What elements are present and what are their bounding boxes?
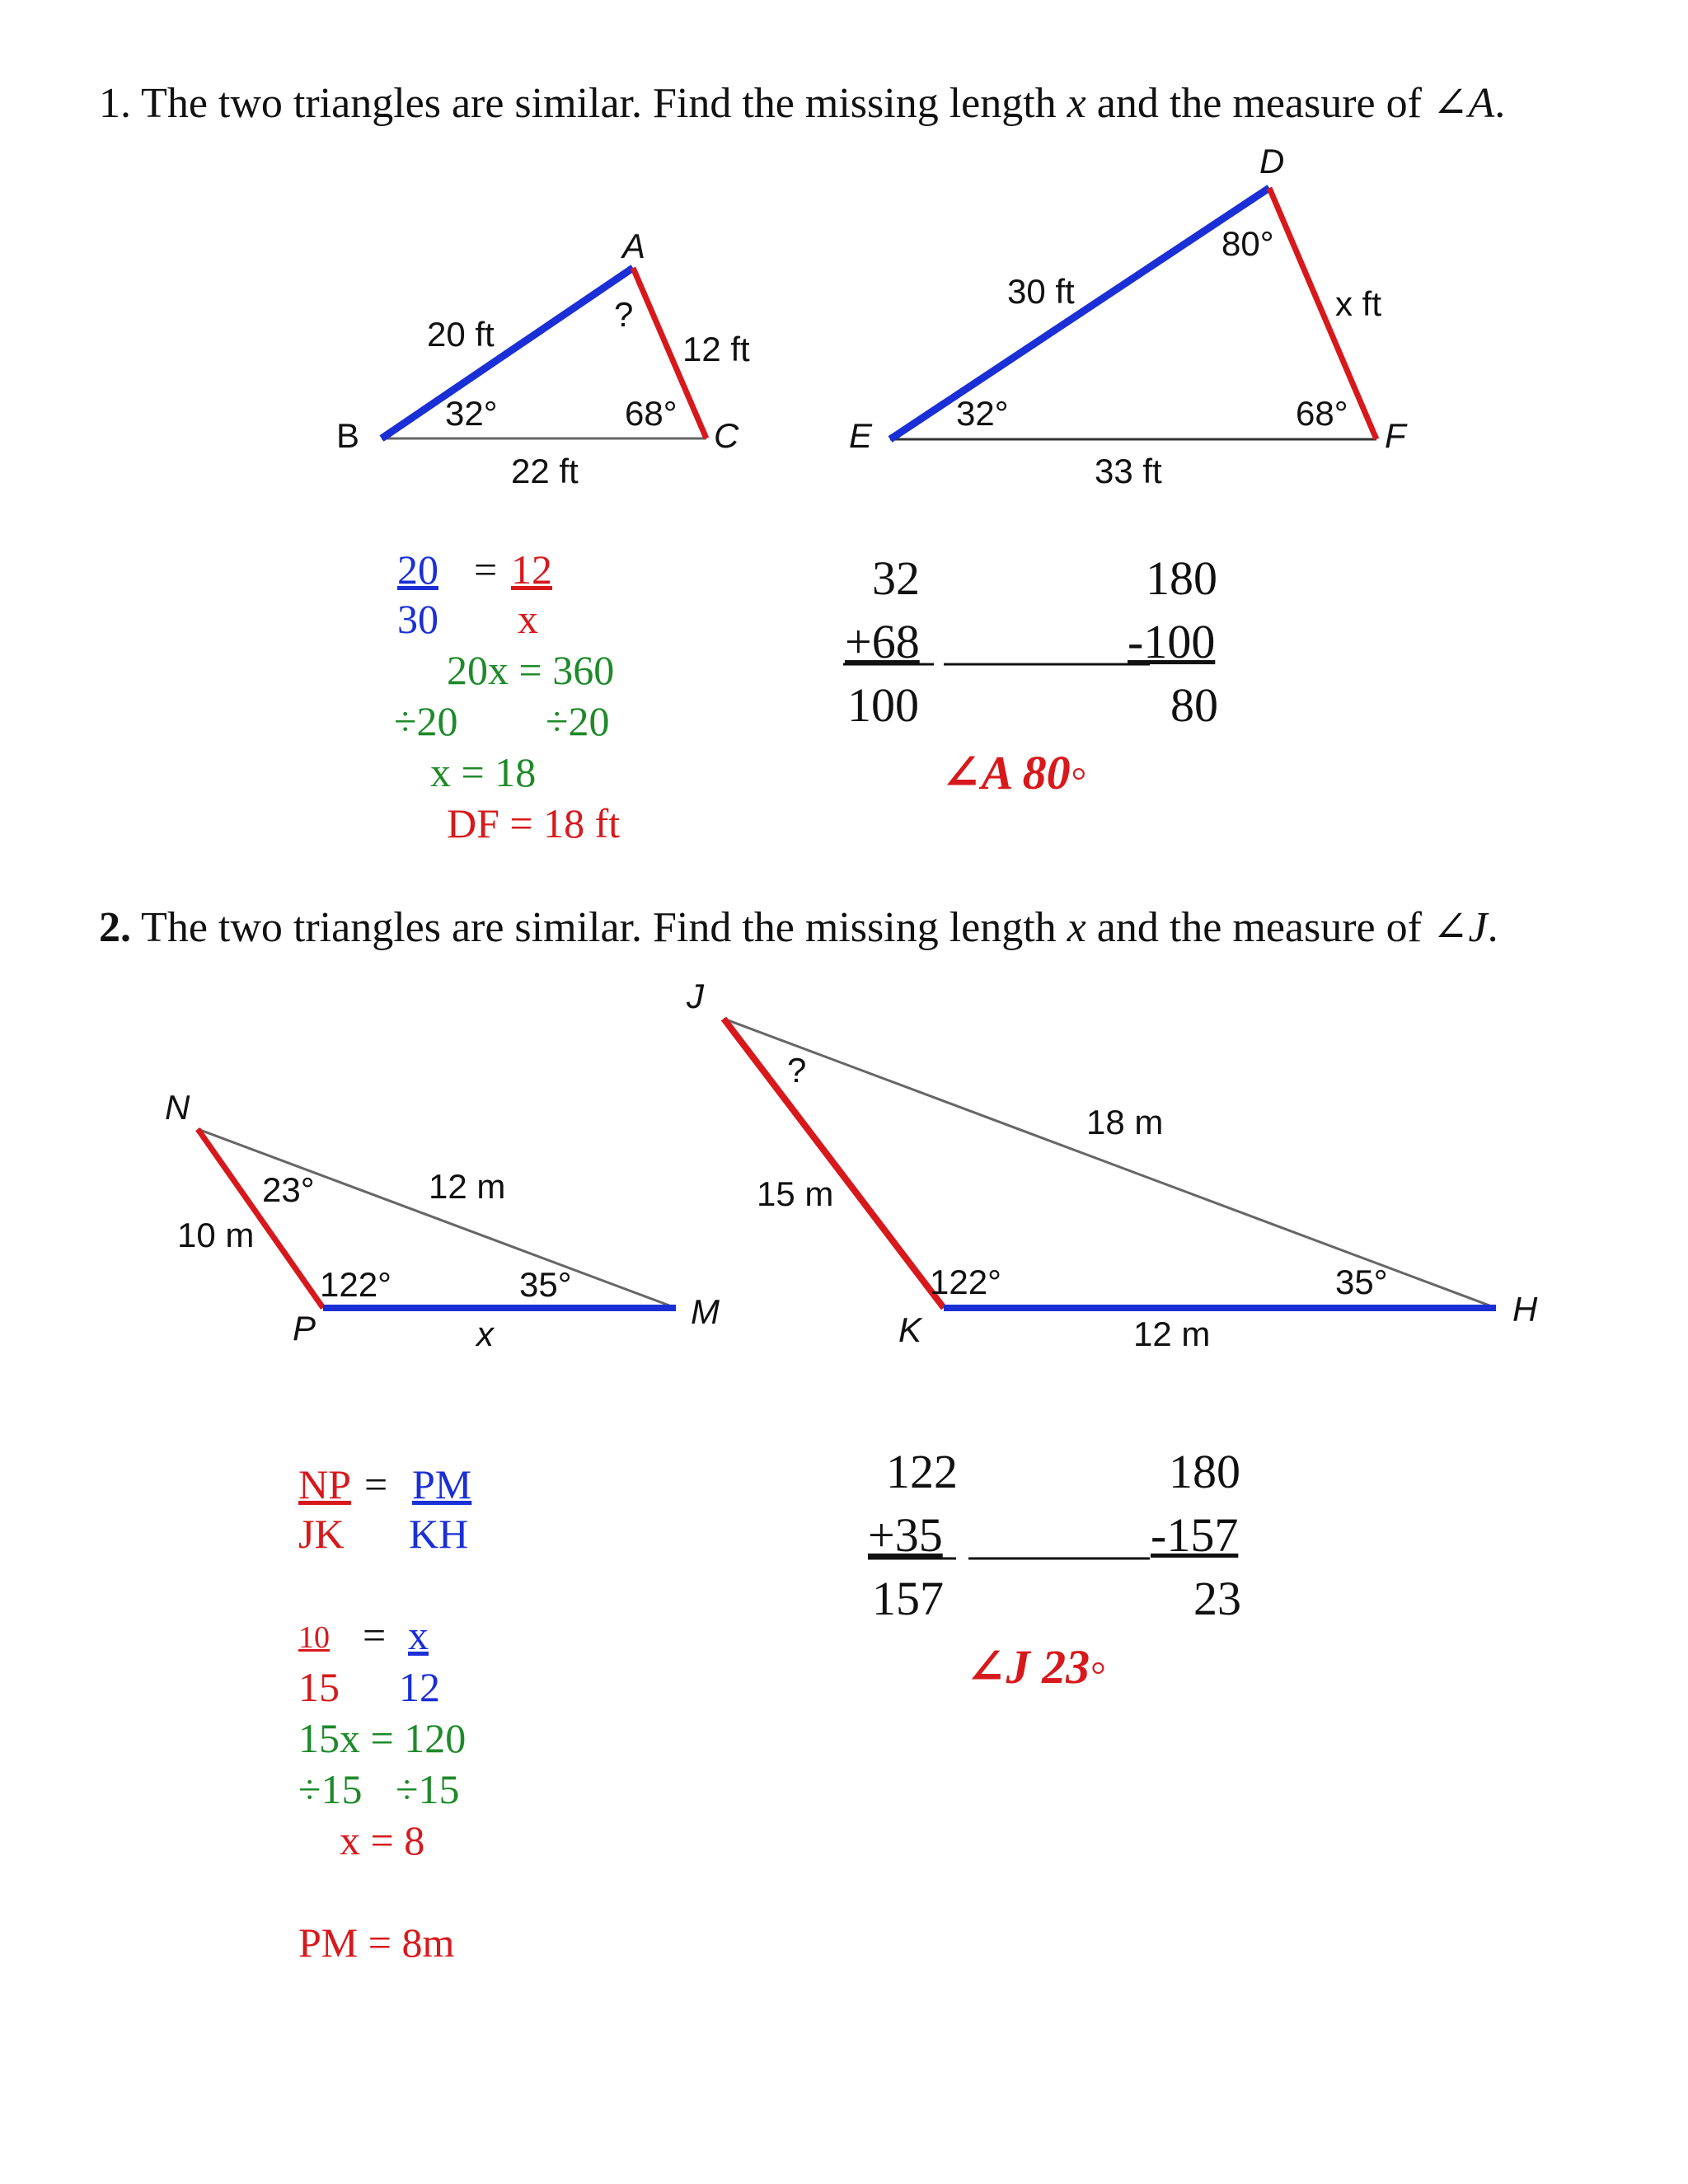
side-de — [890, 188, 1269, 439]
diff2-result: 23 — [1193, 1572, 1241, 1625]
cross-multiply-2: 15x = 120 — [298, 1715, 467, 1761]
diff1-result: 80 — [1170, 678, 1218, 732]
angle-label-n: 23° — [262, 1170, 315, 1209]
ratio2-equals: = — [363, 1612, 387, 1658]
problem-number: 2. — [99, 904, 131, 951]
side-label-de: 30 ft — [1007, 272, 1075, 311]
ratio2-den-left: 15 — [298, 1664, 340, 1710]
sum1-total: 100 — [847, 678, 919, 732]
ratio2-num-left: 10 — [298, 1620, 330, 1655]
solution-x-2: x = 8 — [340, 1817, 425, 1863]
side-label-pm: x — [476, 1315, 494, 1353]
angle-label-a: ? — [614, 295, 634, 334]
angle-a-answer: ∠A 80◦ — [941, 746, 1088, 799]
ratio1-equals: = — [474, 546, 498, 593]
angle-label-p: 122° — [320, 1265, 392, 1304]
side-label-df: x ft — [1335, 284, 1382, 323]
cross-multiply-1: 20x = 360 — [447, 647, 615, 693]
sum1-addend-b: +68 — [845, 615, 920, 668]
side-label-ac: 12 ft — [682, 330, 750, 368]
side-label-ef: 33 ft — [1095, 452, 1162, 490]
ratio1-num-left: 20 — [397, 546, 438, 593]
solution-x-1: x = 18 — [430, 749, 537, 795]
triangle-npm — [198, 1129, 676, 1308]
angle-label-d: 80° — [1221, 224, 1274, 263]
vertex-label-a: A — [622, 227, 646, 265]
ratio2-den-right: 12 — [399, 1664, 440, 1710]
vertex-label-f: F — [1385, 416, 1406, 455]
vertex-label-b: B — [336, 416, 360, 455]
sum1-addend-a: 32 — [872, 551, 920, 605]
ratio2-label-np: NP — [298, 1461, 351, 1507]
side-label-jh: 18 m — [1086, 1103, 1164, 1141]
sum2-total: 157 — [872, 1572, 944, 1625]
vertex-label-k: K — [898, 1310, 922, 1349]
angle-label-f: 68° — [1296, 394, 1348, 433]
vertex-label-m: M — [691, 1292, 720, 1331]
angle-label-c: 68° — [625, 394, 678, 433]
side-label-kh: 12 m — [1133, 1315, 1211, 1353]
diff1-subtrahend: -100 — [1128, 615, 1216, 668]
ratio2-label-equals: = — [364, 1461, 388, 1507]
side-jk — [724, 1019, 944, 1308]
angle-j-answer: ∠J 23◦ — [966, 1640, 1107, 1694]
vertex-label-h: H — [1512, 1290, 1538, 1329]
angle-label-j: ? — [787, 1051, 807, 1090]
divide-right-1: ÷20 — [546, 698, 610, 744]
problem-number: 1. — [99, 80, 131, 127]
sum2-addend-a: 122 — [886, 1445, 958, 1498]
diff2-minuend: 180 — [1169, 1445, 1240, 1498]
divide-left-1: ÷20 — [394, 698, 458, 744]
ratio1-den-right: x — [518, 596, 538, 642]
vertex-label-n: N — [165, 1088, 190, 1127]
vertex-label-e: E — [849, 416, 873, 455]
vertex-label-p: P — [293, 1309, 316, 1347]
side-label-bc: 22 ft — [511, 452, 579, 490]
problem-2-heading: 2. The two triangles are similar. Find the missing length x and the measure of ∠J. — [99, 904, 1498, 951]
vertex-label-j: J — [687, 977, 704, 1015]
sum2-addend-b: +35 — [868, 1508, 943, 1562]
ratio1-den-left: 30 — [397, 596, 438, 642]
angle-label-k: 122° — [930, 1263, 1001, 1301]
divide-left-2: ÷15 — [298, 1766, 363, 1812]
diff1-minuend: 180 — [1146, 551, 1217, 605]
angle-label-h: 35° — [1335, 1263, 1388, 1301]
ratio2-label-kh: KH — [409, 1511, 469, 1557]
side-label-np: 10 m — [177, 1216, 255, 1254]
side-label-ab: 20 ft — [427, 315, 495, 354]
ratio2-num-right: x — [408, 1612, 429, 1658]
problem-1-heading: 1. The two triangles are similar. Find the missing length x and the measure of ∠A. — [99, 80, 1506, 127]
ratio2-label-pm: PM — [412, 1461, 472, 1507]
side-ab — [382, 268, 633, 438]
angle-label-m: 35° — [519, 1265, 572, 1304]
ratio1-num-right: 12 — [511, 546, 552, 593]
vertex-label-c: C — [714, 416, 739, 455]
side-nm — [198, 1129, 676, 1308]
diff2-subtrahend: -157 — [1151, 1508, 1239, 1562]
angle-label-e: 32° — [956, 394, 1009, 433]
vertex-label-d: D — [1259, 142, 1285, 180]
answer-pm: PM = 8m — [298, 1919, 455, 1966]
angle-label-b: 32° — [445, 394, 498, 433]
divide-right-2: ÷15 — [396, 1766, 460, 1812]
ratio2-label-jk: JK — [298, 1511, 345, 1557]
side-label-jk: 15 m — [757, 1174, 834, 1213]
answer-df: DF = 18 ft — [447, 800, 621, 846]
side-label-nm: 12 m — [429, 1167, 506, 1206]
